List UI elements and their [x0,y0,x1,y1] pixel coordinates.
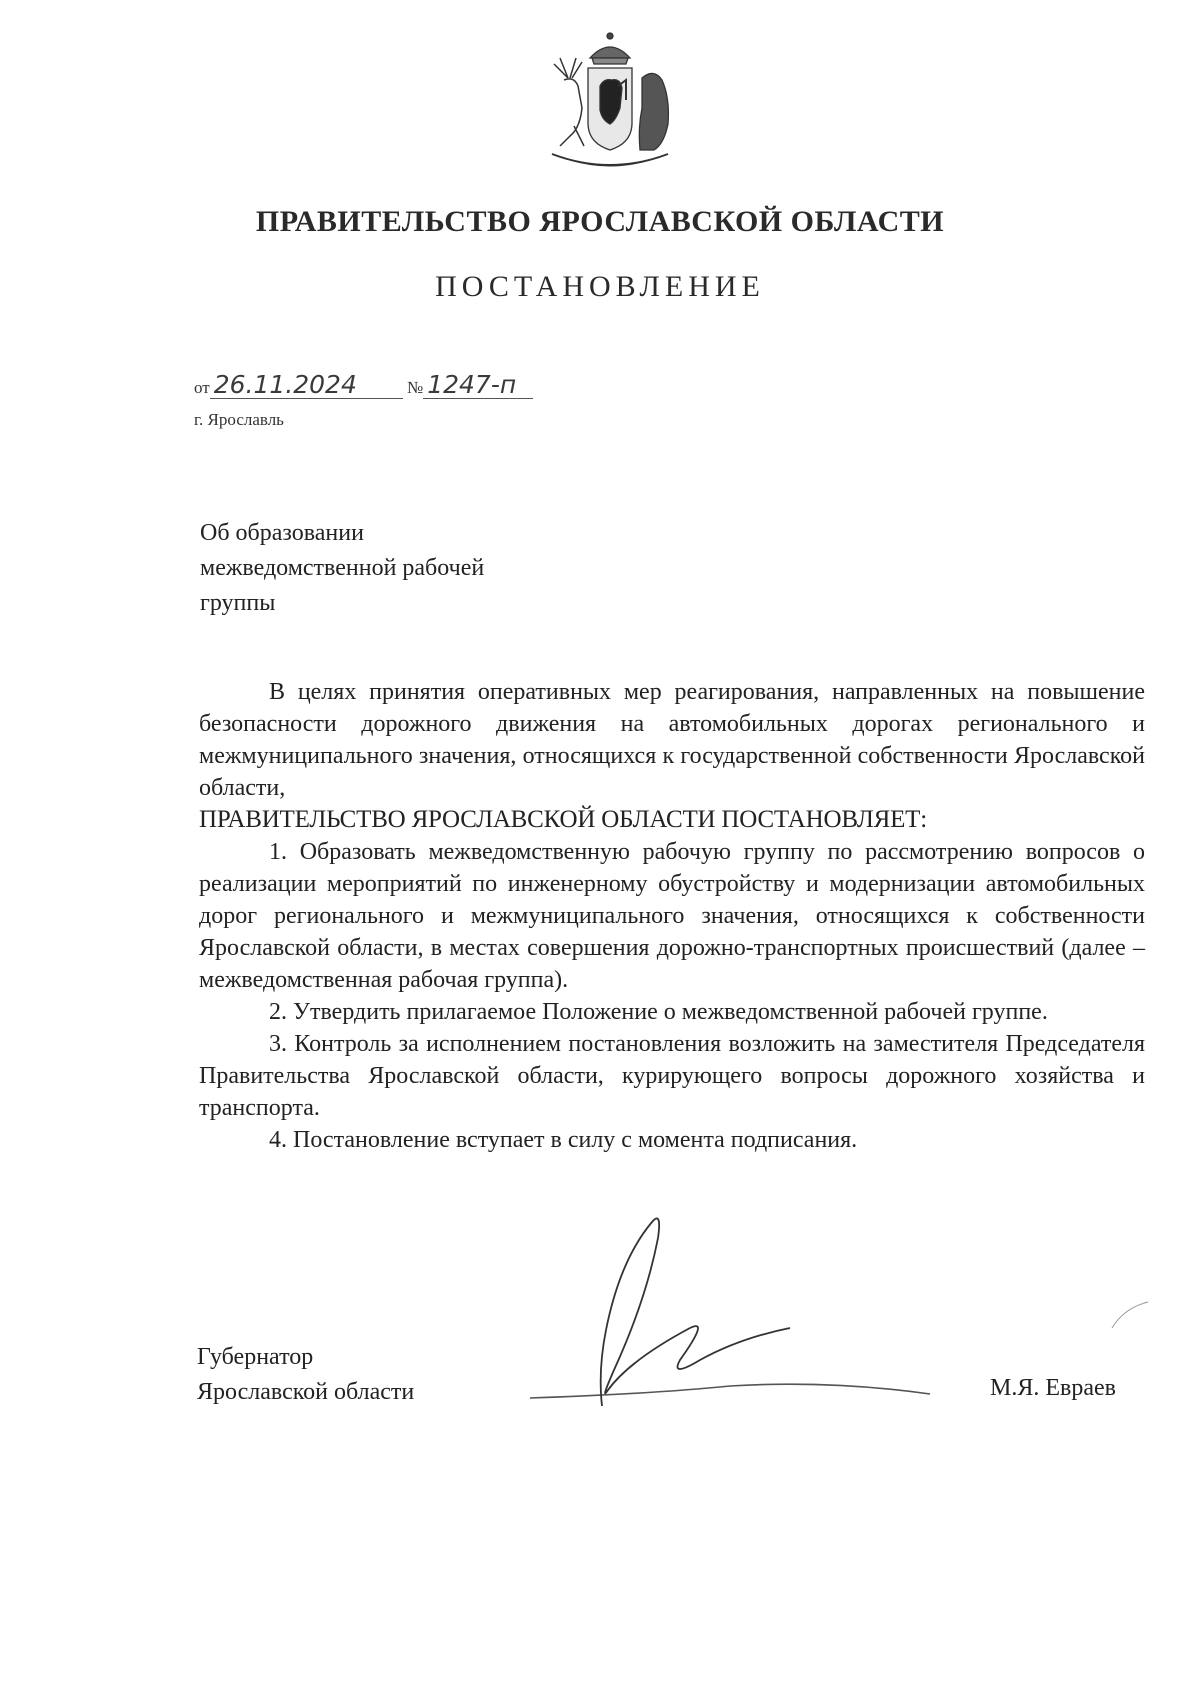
government-title: ПРАВИТЕЛЬСТВО ЯРОСЛАВСКОЙ ОБЛАСТИ [255,205,945,238]
position-line: Ярославской области [197,1379,415,1405]
yaroslavl-oblast-coat-of-arms-icon [530,28,690,178]
decree-statement: ПРАВИТЕЛЬСТВО ЯРОСЛАВСКОЙ ОБЛАСТИ ПОСТАНОВЛЯЕТ: [199,806,927,833]
subject-line: группы [200,590,276,616]
margin-mark-icon [1110,1300,1150,1330]
document-number: 1247-п [423,372,533,399]
document-date: 26.11.2024 [210,372,403,399]
subject-line: межведомственной рабочей [200,555,485,581]
clause-2: 2. Утвердить прилагаемое Положение о межведомственной рабочей группе. [269,999,1048,1025]
signatory-name: М.Я. Евраев [990,1375,1116,1401]
document-body [199,676,1145,1156]
registration-line [194,372,533,399]
document-subject [200,516,484,621]
position-line: Губернатор [197,1344,314,1370]
signatory-position [197,1340,414,1410]
clause-1: 1. Образовать межведомственную рабочую группу по рассмотрению вопросов о реализации мероприятий по инженерному обустройству и модернизации автомобильных дорог регионального и межмуниципального значения, относящихся к собственности Ярославской области, в местах совершения дорожно-транспортных происшествий (далее – межведомственная рабочая группа). [199,839,1145,993]
number-label: № [406,378,424,397]
clause-3: 3. Контроль за исполнением постановления возложить на заместителя Председателя Правительства Ярославской области, курирующего вопросы дорожного хозяйства и транспорта. [199,1031,1145,1121]
subject-line: Об образовании [200,520,364,546]
handwritten-signature-icon [530,1210,950,1430]
preamble: В целях принятия оперативных мер реагирования, направленных на повышение безопасности дорожного движения на автомобильных дорогах регионального и межмуниципального значения, относящихся к государственной собственности Ярославской области, [199,679,1145,801]
document-type: ПОСТАНОВЛЕНИЕ [435,270,765,303]
city: г. Ярославль [194,410,284,429]
from-label: от [194,378,210,397]
clause-4: 4. Постановление вступает в силу с момента подписания. [269,1127,858,1153]
